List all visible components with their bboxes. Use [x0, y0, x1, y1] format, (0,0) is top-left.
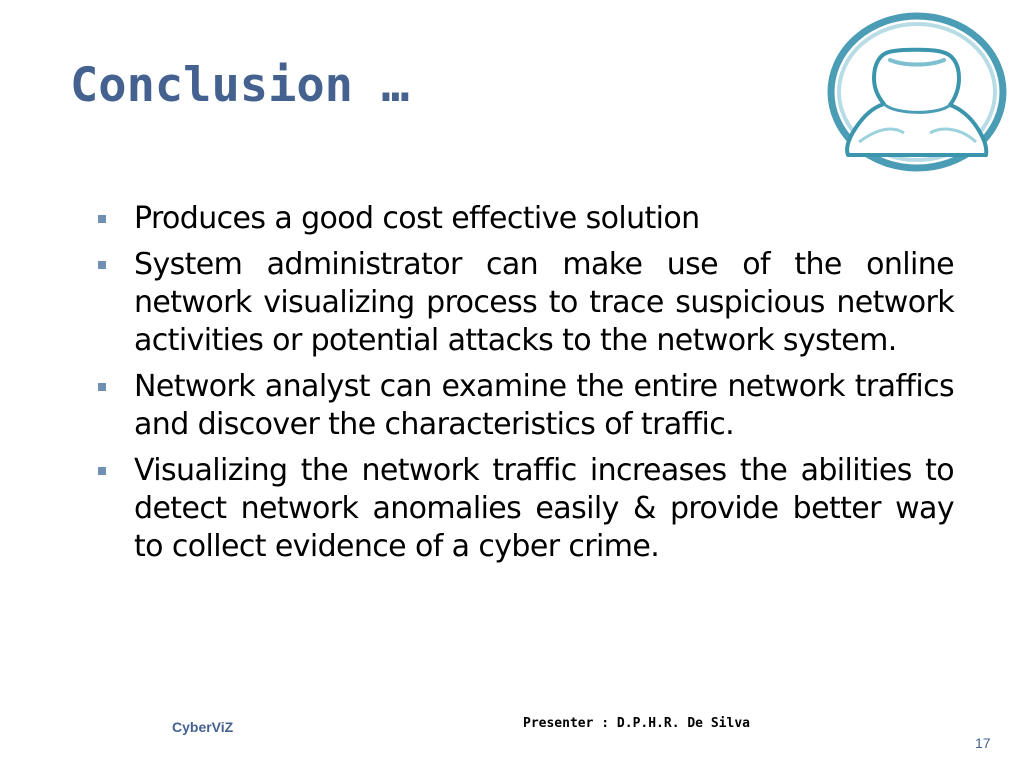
bullet-item [96, 200, 954, 238]
presenter-credit: Presenter : D.P.H.R. De Silva [523, 716, 750, 731]
slide-title: Conclusion … [70, 58, 410, 113]
square-bullet-icon [98, 467, 106, 475]
page-number: 17 [975, 735, 991, 751]
bullet-item [96, 368, 954, 444]
bullet-text: Produces a good cost effective solution [134, 201, 700, 236]
square-bullet-icon [98, 261, 106, 269]
hooded-figure-logo-icon [822, 10, 1012, 180]
square-bullet-icon [98, 215, 106, 223]
bullet-text: Visualizing the network traffic increases the abilities to detect network anomalies easily & provide better way to collect evidence of a cyber crime. [134, 453, 954, 564]
footer-brand: CyberViZ [172, 719, 234, 735]
bullet-list [96, 200, 954, 574]
bullet-text: System administrator can make use of the online network visualizing process to trace suspicious network activities or potential attacks to the network system. [134, 247, 954, 358]
bullet-item [96, 452, 954, 566]
bullet-item [96, 246, 954, 360]
square-bullet-icon [98, 383, 106, 391]
bullet-text: Network analyst can examine the entire network traffics and discover the characteristics of traffic. [134, 369, 954, 442]
